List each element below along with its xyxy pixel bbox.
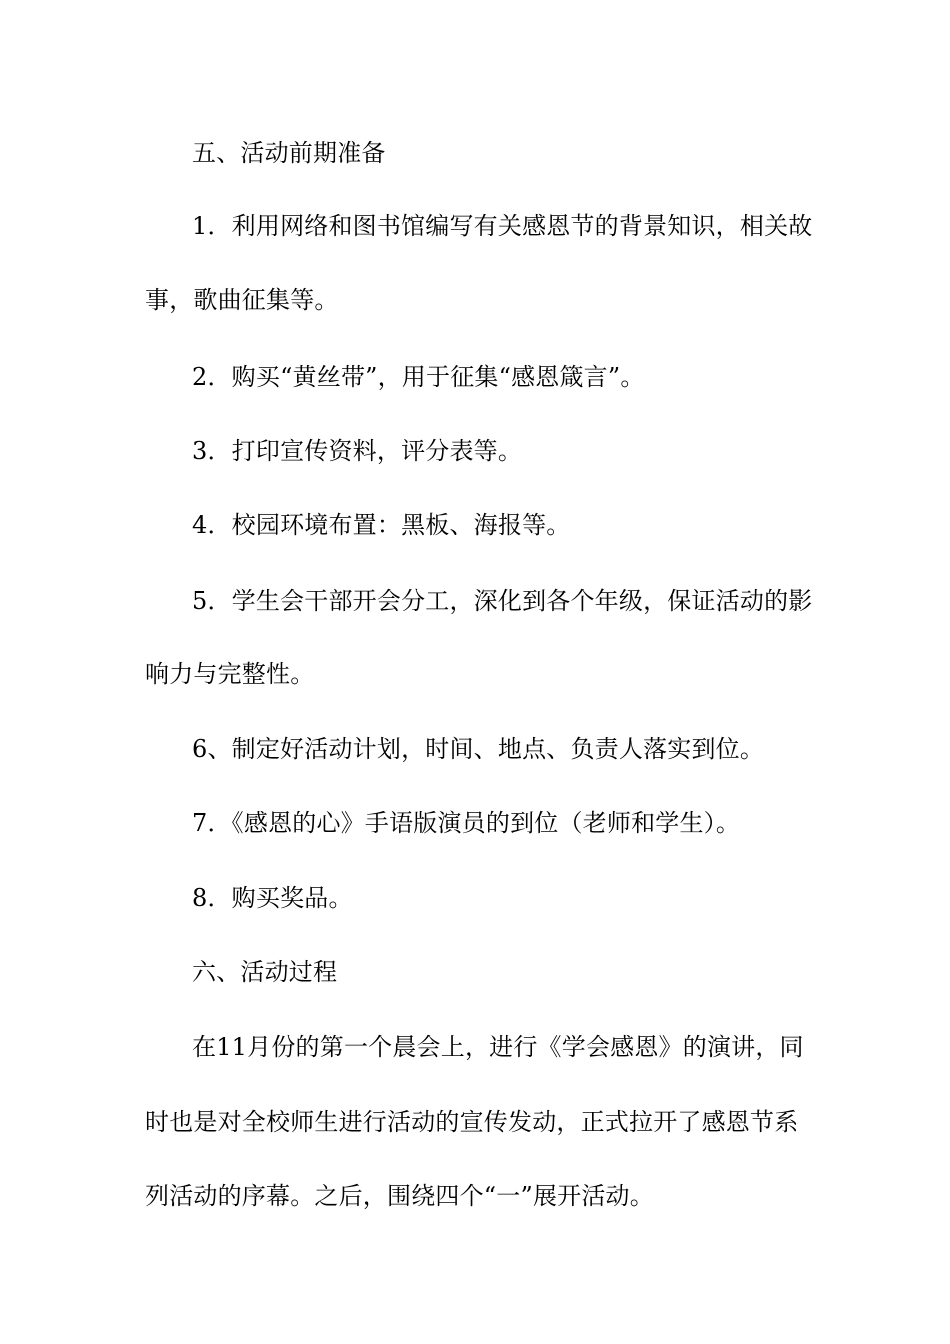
section-heading-process: 六、活动过程 [192, 958, 338, 986]
paragraph-line: 事，歌曲征集等。 [145, 286, 339, 314]
paragraph-line: 8．购买奖品。 [192, 884, 353, 912]
paragraph-line: 时也是对全校师生进行活动的宣传发动，正式拉开了感恩节系 [145, 1108, 799, 1136]
paragraph-line: 列活动的序幕。之后，围绕四个“一”展开活动。 [145, 1182, 654, 1210]
paragraph-line: 5．学生会干部开会分工，深化到各个年级，保证活动的影 [192, 587, 813, 615]
section-heading-preparation: 五、活动前期准备 [192, 139, 386, 167]
paragraph-line: 6、制定好活动计划，时间、地点、负责人落实到位。 [192, 735, 765, 763]
paragraph-line: 7．《感恩的心》手语版演员的到位（老师和学生）。 [192, 809, 741, 837]
paragraph-line: 1．利用网络和图书馆编写有关感恩节的背景知识，相关故 [192, 212, 813, 240]
paragraph-line: 3．打印宣传资料，评分表等。 [192, 437, 523, 465]
paragraph-line: 2．购买“黄丝带”，用于征集“感恩箴言”。 [192, 363, 645, 391]
paragraph-line: 在11月份的第一个晨会上，进行《学会感恩》的演讲，同 [192, 1033, 804, 1061]
paragraph-line: 4．校园环境布置：黑板、海报等。 [192, 511, 571, 539]
paragraph-line: 响力与完整性。 [145, 660, 315, 688]
